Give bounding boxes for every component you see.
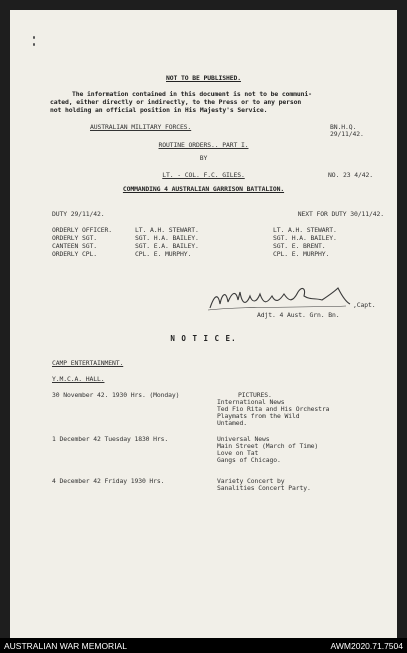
signature-title: Adjt. 4 Aust. Grn. Bn. [257,311,340,319]
archive-footer [0,638,407,653]
duty-today: LT. A.H. STEWART. [135,226,199,234]
event-programme-line: Love on Tat [217,449,259,457]
punch-hole [33,36,35,39]
document-page [10,10,397,638]
duty-role: ORDERLY OFFICER. [52,226,112,234]
command-title: COMMANDING 4 AUSTRALIAN GARRISON BATTALION. [122,185,285,193]
event-programme-line: Universal News [217,435,270,443]
order-date: 29/11/42. [330,130,364,138]
event-programme-line: PICTURES. [238,391,272,399]
duty-next: SGT. H.A. BAILEY. [273,234,337,242]
footer-source: AUSTRALIAN WAR MEMORIAL [4,641,127,651]
duty-next: LT. A.H. STEWART. [273,226,337,234]
event-date: 1 December 42 Tuesday 1830 Hrs. [52,435,169,443]
event-programme-line: Playmats from the Wild [217,412,300,420]
duty-next: SGT. E. BRENT. [273,242,326,250]
duty-today: SGT. E.A. BAILEY. [135,242,199,250]
event-programme-line: Main Street (March of Time) [217,442,319,450]
event-programme-line: International News [217,398,285,406]
event-programme-line: Untamed. [217,419,247,427]
force-heading: AUSTRALIAN MILITARY FORCES. [90,123,192,131]
handwritten-signature [206,282,356,314]
duty-role: ORDERLY CPL. [52,250,97,258]
footer-accession: AWM2020.71.7504 [330,641,403,651]
section-heading: CAMP ENTERTAINMENT. [52,359,124,367]
event-date: 4 December 42 Friday 1930 Hrs. [52,477,165,485]
duty-today: CPL. E. MURPHY. [135,250,192,258]
signature-rank: ,Capt. [353,301,376,309]
order-number: NO. 23 4/42. [328,171,373,179]
officer-name: LT. - COL. F.C. GILES. [162,171,245,179]
duty-next: CPL. E. MURPHY. [273,250,330,258]
event-programme-line: Sanalities Concert Party. [217,484,311,492]
duty-role: CANTEEN SGT. [52,242,97,250]
venue-heading: Y.M.C.A. HALL. [52,375,105,383]
by-label: BY [199,154,208,162]
hq-label: BN.H.Q. [330,123,357,131]
event-date: 30 November 42. 1930 Hrs. (Monday) [52,391,180,399]
event-programme-line: Gangs of Chicago. [217,456,281,464]
orders-title: ROUTINE ORDERS.. PART I. [158,141,249,149]
notice-line: not holding an official position in His Majesty's Service. [50,106,268,114]
duty-heading-next: NEXT FOR DUTY 30/11/42. [297,210,384,218]
duty-role: ORDERLY SGT. [52,234,97,242]
restriction-heading: NOT TO BE PUBLISHED. [166,74,241,82]
duty-today: SGT. H.A. BAILEY. [135,234,199,242]
notice-line: cated, either directly or indirectly, to the Press or to any person [50,98,302,106]
event-programme-line: Ted Fio Rita and His Orchestra [217,405,330,413]
event-programme-line: Variety Concert by [217,477,285,485]
notice-heading: N O T I C E. [170,334,237,343]
punch-hole [33,43,35,46]
duty-heading-today: DUTY 29/11/42. [52,210,105,218]
notice-line: The information contained in this document is not to be communi- [72,90,312,98]
